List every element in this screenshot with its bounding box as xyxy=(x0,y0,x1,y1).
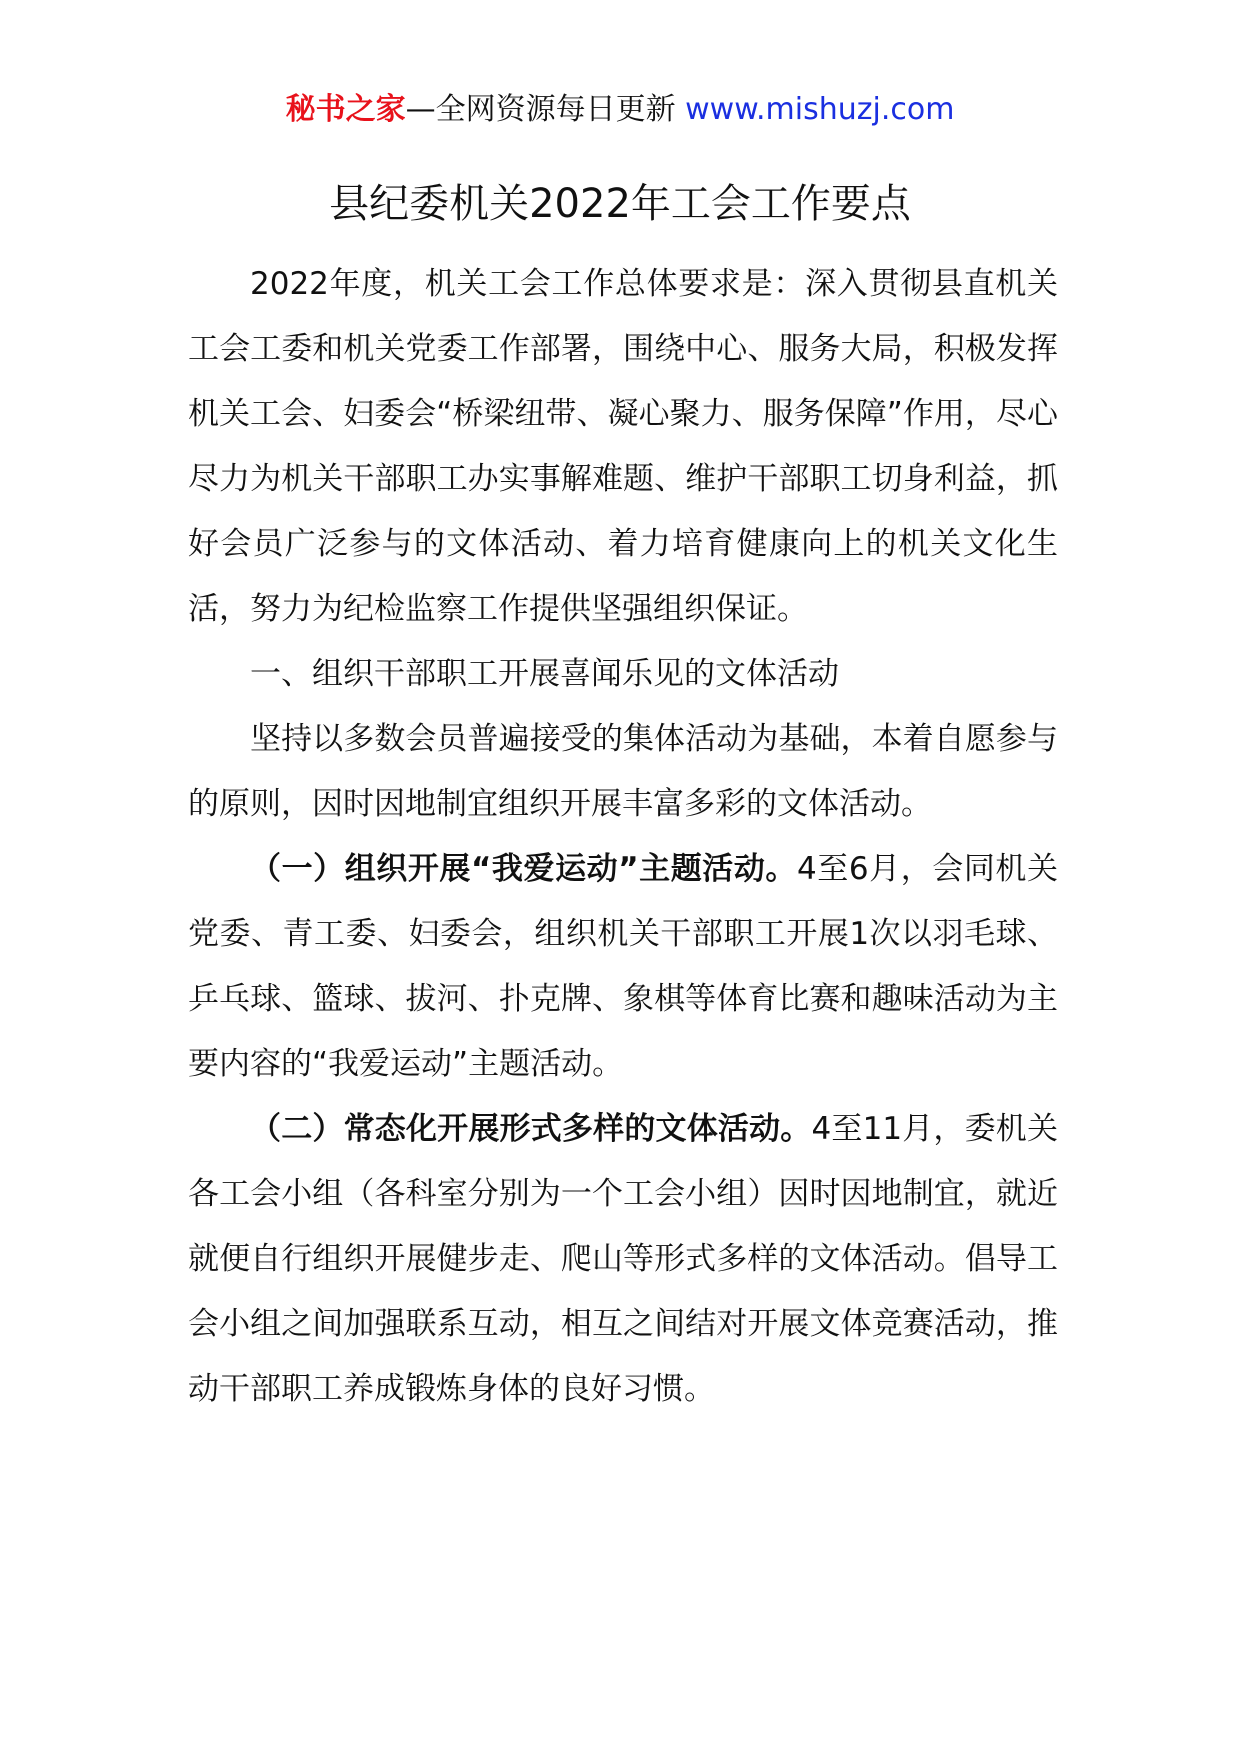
paragraph-text: 2022年度，机关工会工作总体要求是：深入贯彻县直机关工会工委和机关党委工作部署，围绕中心、服务大局，积极发挥机关工会、妇委会“桥梁纽带、凝心聚力、服务保障”作用，尽心尽力为机关干部职工办实事解难题、维护干部职工切身利益，抓好会员广泛参与的文体活动、着力培育健康向上的机关文化生活，努力为纪检监察工作提供坚强组织保证。 xyxy=(188,266,1058,627)
item-paragraph-2 xyxy=(188,1097,1058,1422)
site-header xyxy=(0,90,1240,130)
paragraph-text: 4至6月，会同机关党委、青工委、妇委会，组织机关干部职工开展1次以羽毛球、乒乓球、篮球、拔河、扑克牌、象棋等体育比赛和趣味活动为主要内容的“我爱运动”主题活动。 xyxy=(188,851,1058,1082)
paragraph-text: 坚持以多数会员普遍接受的集体活动为基础，本着自愿参与的原则，因时因地制宜组织开展丰富多彩的文体活动。 xyxy=(188,721,1058,822)
paragraph-lead: （一）组织开展“我爱运动”主题活动。 xyxy=(250,851,797,887)
paragraph-text: 一、组织干部职工开展喜闻乐见的文体活动 xyxy=(250,656,839,692)
header-tagline: —全网资源每日更新 xyxy=(405,92,686,127)
section-paragraph xyxy=(188,707,1058,837)
site-url-link[interactable]: www.mishuzj.com xyxy=(685,92,955,127)
item-paragraph-1 xyxy=(188,837,1058,1097)
paragraph-lead: （二）常态化开展形式多样的文体活动。 xyxy=(250,1111,812,1147)
document-body xyxy=(188,252,1058,1422)
paragraph-text: 4至11月，委机关各工会小组（各科室分别为一个工会小组）因时因地制宜，就近就便自行组织开展健步走、爬山等形式多样的文体活动。倡导工会小组之间加强联系互动，相互之间结对开展文体竞赛活动，推动干部职工养成锻炼身体的良好习惯。 xyxy=(188,1111,1059,1407)
brand-name: 秘书之家 xyxy=(285,92,406,127)
document-title: 县纪委机关2022年工会工作要点 xyxy=(329,181,911,227)
intro-paragraph xyxy=(188,252,1058,642)
section-heading xyxy=(188,642,1058,707)
